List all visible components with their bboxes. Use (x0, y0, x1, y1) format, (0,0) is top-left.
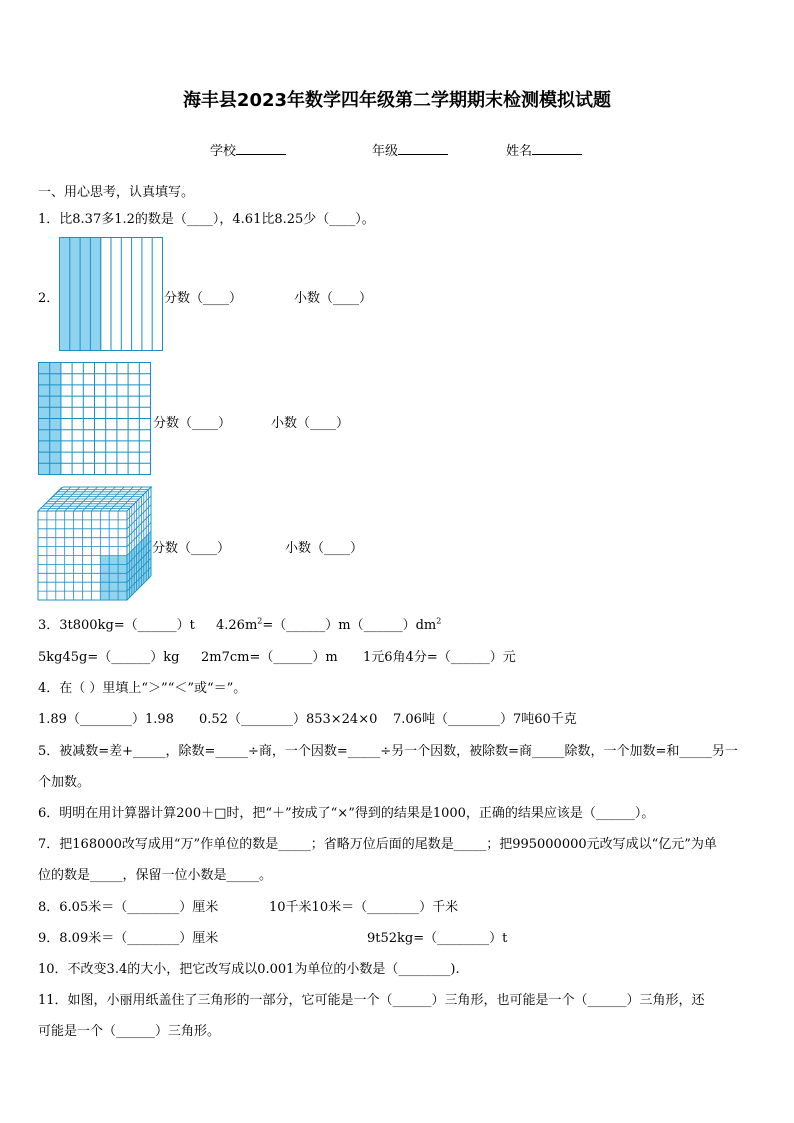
question-1: 1．比8.37多1.2的数是（____），4.61比8.25少（____）。 (38, 212, 375, 227)
school-label: 学校 (210, 144, 237, 159)
question-11-line1: 11．如图，小丽用纸盖住了三角形的一部分，它可能是一个（______）三角形，也可能是一个（______）三角形，还 (38, 993, 705, 1008)
question-3a-part1: 3．3t800kg=（______）t (38, 618, 195, 633)
square-sup-2: 2 (436, 616, 442, 626)
tenths-rectangle-figure (59, 237, 164, 352)
question-10: 10．不改变3.4的大小，把它改写成以0.001为单位的小数是（________). (38, 962, 460, 977)
question-4b-part3: 7.06吨（________）7吨60千克 (393, 712, 577, 727)
fig1-decimal-blank: 小数（____） (294, 291, 373, 306)
hundredths-grid-figure (38, 362, 152, 476)
school-blank (236, 142, 286, 155)
fig3-decimal-blank: 小数（____） (285, 541, 364, 556)
question-8-part2: 10千米10米＝（________）千米 (269, 900, 459, 915)
question-4b-part2: 0.52（________）853×24×0 (199, 712, 378, 727)
area-m-blank: =（______）m (262, 618, 351, 633)
question-3b-part2: 2m7cm=（______）m (201, 650, 338, 665)
page-title: 海丰县2023年数学四年级第二学期期末检测模拟试题 (182, 90, 612, 111)
question-7-line1: 7．把168000改写成用“万”作单位的数是_____；省略万位后面的尾数是_____；把995000000元改写成以“亿元”为单 (38, 837, 717, 852)
question-4: 4．在（ ）里填上“＞”“＜”或“＝”。 (38, 681, 247, 696)
question-7-line2: 位的数是_____，保留一位小数是_____。 (38, 868, 273, 883)
square-sup-1: 2 (257, 616, 263, 626)
thousandths-cube-figure (37, 486, 153, 602)
grade-label: 年级 (372, 144, 399, 159)
area-dm-blank: （______）dm (350, 618, 437, 633)
section-heading: 一、用心思考，认真填写。 (38, 185, 195, 200)
area-value: 4.26m (216, 618, 258, 633)
fig2-fraction-blank: 分数（____） (153, 416, 232, 431)
shaded-cubes (100, 556, 127, 600)
grade-field (372, 140, 448, 159)
question-5-line2: 个加数。 (38, 775, 91, 790)
name-field (506, 140, 582, 159)
name-blank (532, 142, 582, 155)
question-9-part1: 9．8.09米＝（________）厘米 (38, 931, 219, 946)
name-label: 姓名 (506, 144, 533, 159)
question-6: 6．明明在用计算器计算200＋□时，把“＋”按成了“×”得到的结果是1000，正确的结果应该是（______）。 (38, 806, 655, 821)
question-5-line1: 5．被减数=差+_____，除数=_____÷商，一个因数=_____÷另一个因数，被除数=商_____除数，一个加数=和_____另一 (38, 744, 738, 759)
question-3b-part1: 5kg45g=（______）kg (38, 650, 180, 665)
question-11-line2: 可能是一个（______）三角形。 (38, 1024, 221, 1039)
question-3b-part3: 1元6角4分=（______）元 (363, 650, 516, 665)
question-4b-part1: 1.89（________）1.98 (38, 712, 174, 727)
fig2-decimal-blank: 小数（____） (271, 416, 350, 431)
fig3-fraction-blank: 分数（____） (152, 541, 231, 556)
grade-blank (398, 142, 448, 155)
question-9-part2: 9t52kg=（________）t (367, 931, 508, 946)
fig1-fraction-blank: 分数（____） (164, 291, 243, 306)
question-3a-part2 (216, 614, 441, 633)
question-8-part1: 8．6.05米＝（________）厘米 (38, 900, 219, 915)
question-2-number: 2． (38, 291, 60, 306)
school-field (210, 140, 286, 159)
